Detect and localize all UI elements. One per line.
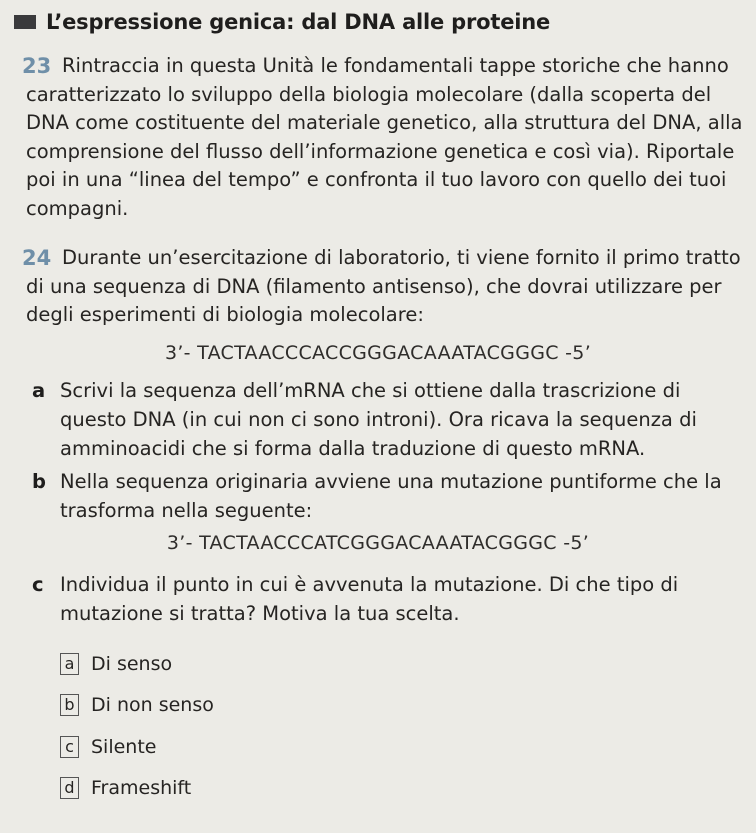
exercise-23 bbox=[22, 52, 744, 223]
section-marker-square bbox=[14, 15, 36, 29]
exercise-number: 23 bbox=[22, 54, 52, 78]
option-d[interactable] bbox=[60, 777, 191, 799]
option-a[interactable] bbox=[60, 653, 172, 675]
section-header bbox=[14, 10, 550, 34]
option-letter-box[interactable]: c bbox=[60, 736, 79, 758]
option-label: Di non senso bbox=[91, 694, 214, 716]
sub-question-label: b bbox=[32, 470, 46, 493]
sub-question-label: c bbox=[32, 573, 44, 596]
section-title: L’espressione genica: dal DNA alle proteine bbox=[46, 10, 551, 34]
sub-question-text: Scrivi la sequenza dell’mRNA che si ottiene dalla trascrizione di questo DNA (in cui non ci sono introni). Ora ricava la sequenza di amminoacidi che si forma dalla traduzione di questo mRNA. bbox=[60, 379, 697, 460]
exercise-number: 24 bbox=[22, 246, 52, 270]
exercise-text: Durante un’esercitazione di laboratorio, ti viene fornito il primo tratto di una sequenza di DNA (filamento antisenso), che dovrai utilizzare per degli esperimenti di biologia molecolare: bbox=[26, 246, 741, 326]
option-label: Di senso bbox=[91, 653, 173, 675]
option-label: Frameshift bbox=[91, 777, 192, 799]
sub-question-label: a bbox=[32, 379, 46, 402]
dna-sequence-mutated: 3’- TACTAACCCATCGGGACAAATACGGGC -5’ bbox=[166, 532, 590, 554]
dna-sequence-original: 3’- TACTAACCCACCGGGACAAATACGGGC -5’ bbox=[164, 342, 592, 364]
sub-question-text: Nella sequenza originaria avviene una mutazione puntiforme che la trasforma nella seguente: bbox=[60, 470, 722, 522]
exercise-24 bbox=[22, 244, 744, 330]
option-c[interactable] bbox=[60, 736, 157, 758]
option-letter-box[interactable]: a bbox=[60, 653, 79, 675]
sub-question-text: Individua il punto in cui è avvenuta la mutazione. Di che tipo di mutazione si tratta? Motiva la tua scelta. bbox=[60, 573, 679, 625]
option-b[interactable] bbox=[60, 694, 214, 716]
exercise-text: Rintraccia in questa Unità le fondamentali tappe storiche che hanno caratterizzato lo sviluppo della biologia molecolare (dalla scoperta del DNA come costituente del materiale genetico, alla struttura del DNA, alla comprensione del flusso dell’informazione genetica e così via). Riportale poi in una “linea del tempo” e confronta il tuo lavoro con quello dei tuoi compagni. bbox=[26, 54, 743, 220]
option-letter-box[interactable]: b bbox=[60, 694, 79, 716]
sub-question-c bbox=[32, 570, 740, 628]
option-letter-box[interactable]: d bbox=[60, 777, 79, 799]
option-label: Silente bbox=[91, 736, 157, 758]
sub-question-a bbox=[32, 376, 740, 463]
sub-question-b bbox=[32, 467, 740, 525]
